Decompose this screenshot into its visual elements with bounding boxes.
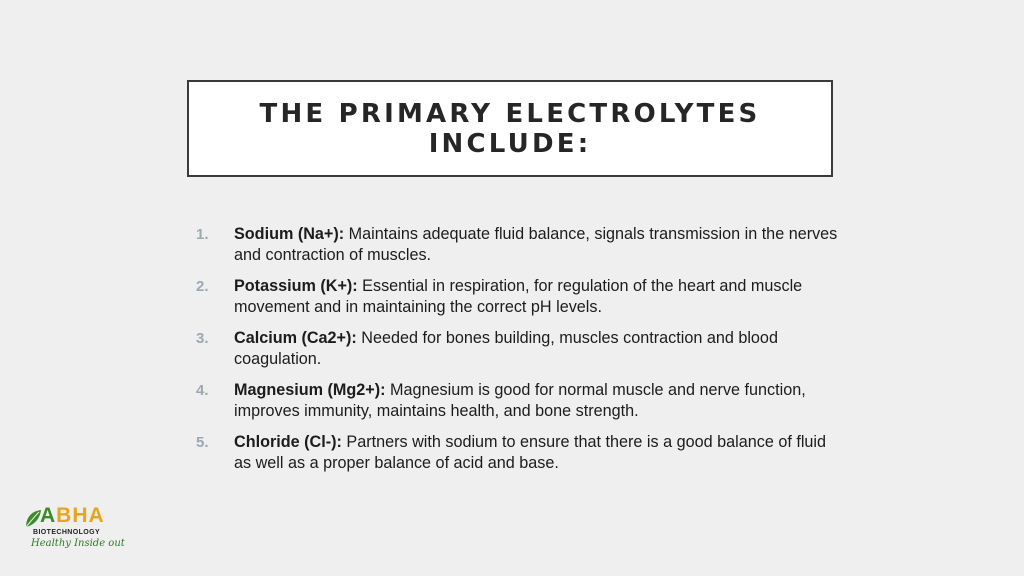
item-term: Magnesium (Mg2+): xyxy=(234,381,386,399)
item-number: 5. xyxy=(196,434,209,451)
logo-letters: BHA xyxy=(56,504,105,527)
slide-title: THE PRIMARY ELECTROLYTES INCLUDE: xyxy=(259,98,761,159)
item-text: Magnesium is good for normal muscle and nerve function, improves immunity, maintains health, and bone strength. xyxy=(234,381,806,420)
list-item xyxy=(190,224,840,266)
item-text: Needed for bones building, muscles contraction and blood coagulation. xyxy=(234,329,778,368)
item-number: 2. xyxy=(196,278,209,295)
item-term: Sodium (Na+): xyxy=(234,225,345,243)
item-text: Maintains adequate fluid balance, signals transmission in the nerves and contraction of muscles. xyxy=(234,225,838,264)
item-term: Chloride (Cl-): xyxy=(234,433,342,451)
list-item xyxy=(190,380,840,422)
logo-letter-a: A xyxy=(40,504,57,527)
logo-tagline: Healthy Inside out xyxy=(31,538,125,549)
list-item xyxy=(190,276,840,318)
item-term: Potassium (K+): xyxy=(234,277,358,295)
title-box xyxy=(187,80,833,177)
electrolyte-list xyxy=(190,224,840,484)
item-number: 3. xyxy=(196,330,209,347)
item-text: Partners with sodium to ensure that there is a good balance of fluid as well as a proper balance of acid and base. xyxy=(234,433,827,472)
item-number: 1. xyxy=(196,226,209,243)
company-logo xyxy=(24,503,125,565)
logo-wordmark xyxy=(40,505,105,527)
item-term: Calcium (Ca2+): xyxy=(234,329,357,347)
list-item xyxy=(190,432,840,474)
item-number: 4. xyxy=(196,382,209,399)
logo-subtitle: BIOTECHNOLOGY xyxy=(33,529,101,536)
list-item xyxy=(190,328,840,370)
item-text: Essential in respiration, for regulation of the heart and muscle movement and in maintaining the correct pH levels. xyxy=(234,277,803,316)
